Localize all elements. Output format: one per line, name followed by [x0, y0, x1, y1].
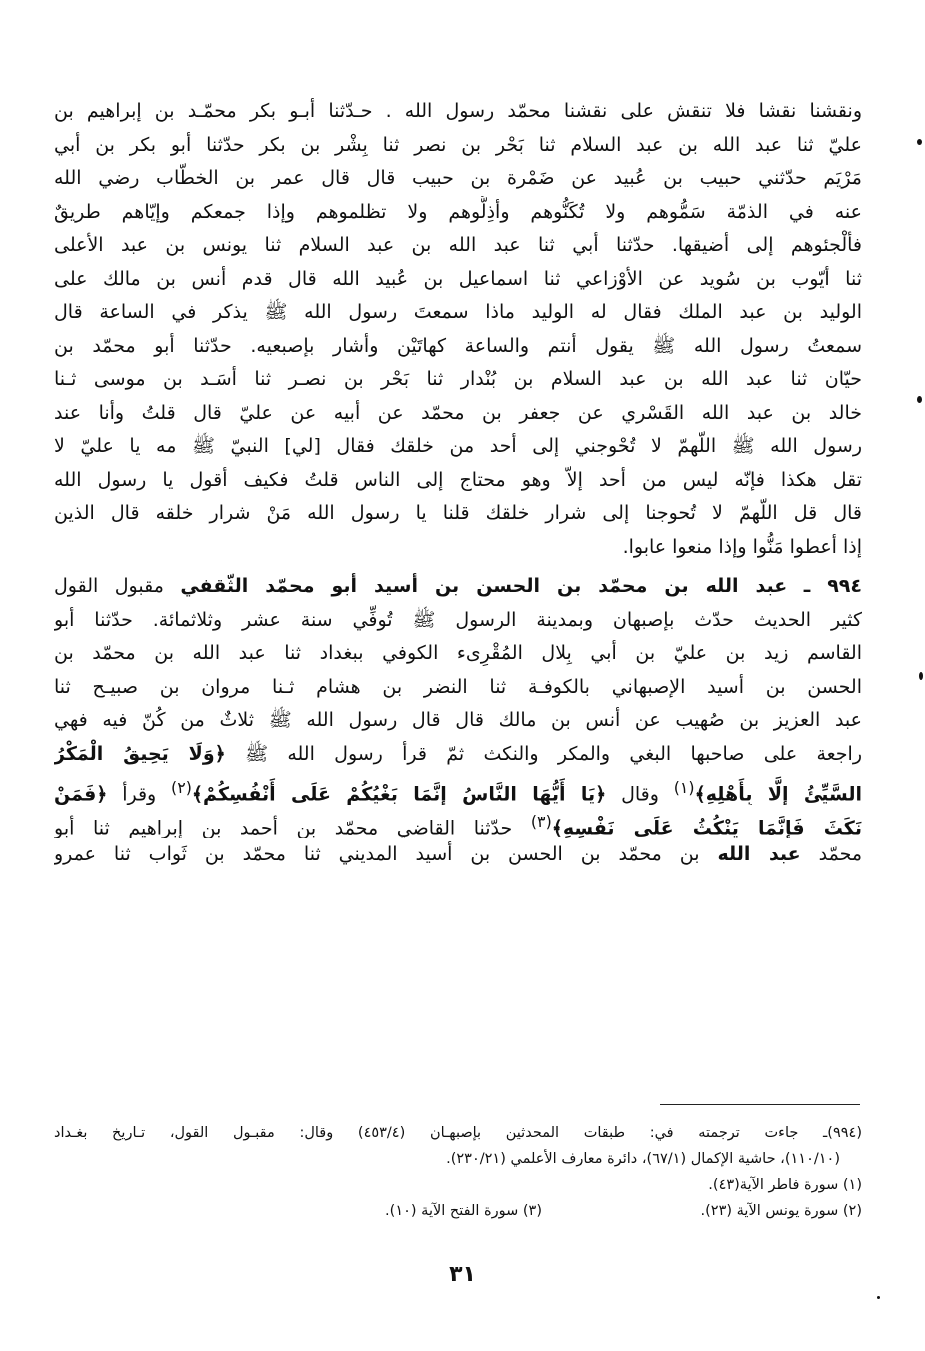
scan-speck: [877, 1296, 880, 1299]
text-line: عبد العزيز بن صُهيب عن أنس بن مالك قال قال رسول الله ﷺ ثلاثٌ من كُنّ فيه فهي: [54, 709, 862, 731]
quran-verse: ﴿فَمَنْ: [54, 783, 108, 805]
text-line: حيّان ثنا عبد الله بن عبد السلام بن بُنْدار ثنا بَحْر بن نصـر ثنا أسَـد بن موسى ثـنا: [54, 368, 862, 390]
footnote-row: [54, 1198, 862, 1224]
scan-speck: [917, 396, 922, 403]
footnote-ref: (١): [673, 778, 695, 797]
text-line: رسول الله ﷺ اللّهمّ لا تُحْوجني إلى أحد من خلقك فقال [لي] النبيّ ﷺ مه يا عليّ لا: [54, 435, 862, 457]
scan-speck: [919, 672, 923, 680]
page-number: ٣١: [449, 1262, 476, 1287]
text-line: عليّ ثنا عبد الله بن عبد السلام ثنا بَحْر بن نصر ثنا بِشْر بن بكر حدّثنا أبو بكر بن أبي: [54, 133, 862, 156]
text-line: إذا أعطوا مَنُّوا وإذا منعوا عابوا.: [622, 535, 862, 558]
text-line: [54, 805, 862, 839]
text-line: القاسم زيد بن عليّ بن أبي بِلال المُقْرِىء الكوفي ببغداد ثنا عبد الله بن محمّد بن: [54, 642, 862, 664]
text-segment: وقال: [621, 783, 659, 805]
text-line: الوليد بن عبد الملك فقال له الوليد ماذا سمعتَ رسول الله ﷺ يذكر في الساعة قال: [54, 301, 862, 323]
footnote-ref: (٣): [530, 811, 552, 831]
footnote-main: (٩٩٤)ـ جاءت ترجمته في: طبقات المحدثين بإصبهـان (٤٥٣/٤) وقال: مقبـول القول، تـاريخ بغـداد: [54, 1125, 862, 1141]
text-line: فألْجئوهم إلى أضيقها. حدّثنا أبي ثنا عبد الله بن عبد السلام ثنا يونس بن عبد الأعلى: [54, 234, 862, 256]
footnotes: [54, 1120, 862, 1224]
text-segment: بن محمّد بن الحسن بن أسيد المديني ثنا محمّد بن ثَواب ثنا عمرو: [54, 843, 700, 865]
text-line: عنه في الذمّة سَمُّوهم ولا تُكَنُّوهم وأذِلُّوهم ولا تظلموهم وإذا جمعكم وإيّاهم طريقٌ: [54, 200, 862, 223]
text-line: كثير الحديث حدّث بإصبهان وبمدينة الرسول ﷺ تُوفِّي سنة عشر وثلاثمائة. حدّثنا أبو: [54, 608, 862, 631]
text-line: [54, 771, 862, 805]
text-line: قال قل اللّهمّ لا تُحوجنا إلى شرار خلقك قلنا يا رسول الله مَنْ شرار خلقه قال الذين: [54, 502, 862, 524]
text-line: [54, 838, 862, 872]
quran-verse: نَكَثَ فَإِنَّمَا يَنْكُثُ عَلَى نَفْسِهِ﴾: [551, 816, 862, 838]
text-line: مَرْيَم حدّثني حبيب بن عُبيد عن ضَمْرة بن حبيب قال قال عمر بن الخطّاب رضي الله: [54, 167, 862, 189]
main-text: [54, 95, 862, 872]
text-line: الحسن بن أسيد الإصبهاني بالكوفـة ثنا النضر بن هشام ثـنا مروان بن صبيـح ثنا: [54, 675, 862, 698]
quran-verse: السَّيِّئُ إِلَّا بِأَهْلِهِ﴾: [694, 783, 862, 805]
text-line: ثنا أيّوب بن سُويد عن الأوْزاعي ثنا اسماعيل بن عُبيد الله قال قدم أنس بن مالك على: [54, 267, 862, 290]
entry-heading-line: [54, 570, 862, 604]
text-line: خالد بن عبد الله القَسْري عن جعفر بن محمّد عن أبيه عن عليّ قال قلتُ وأنا عند: [54, 401, 862, 424]
quran-verse: ﴿وَلَا يَحِيقُ الْمَكْرُ: [54, 742, 226, 765]
text-line: سمعتُ رسول الله ﷺ يقول أنتم والساعة كهاتَيْن وأشار بإصبعيه. حدّثنا أبو محمّد بن: [54, 334, 862, 357]
footnote-divider: [660, 1104, 860, 1105]
scan-speck: [917, 139, 922, 145]
entry-name: عبد الله بن محمّد بن الحسن بن أسيد أبو محمّد الثّقفي: [180, 575, 788, 597]
footnote-3: (٣) سورة الفتح الآية (١٠).: [385, 1203, 542, 1219]
text-segment: وقرأ: [122, 783, 157, 805]
footnote-2: (٢) سورة يونس الآية (٢٣).: [700, 1203, 862, 1219]
text-line: ونقشنا نقشا فلا تنقش على نقشنا محمّد رسول الله . حـدّثنا أبـو بكر محمّـد بن إبراهيم بن: [54, 100, 862, 122]
text-line: تقل هكذا فإنّه ليس من أحد إلاّ وهو محتاج إلى الناس قلتُ فكيف أقول يا رسول الله: [54, 468, 862, 491]
entry-number: ٩٩٤ ـ: [803, 575, 862, 597]
text-line: [54, 738, 862, 772]
entry-heading-rest: مقبول القول: [54, 575, 164, 597]
text-segment: راجعة على صاحبها البغي والمكر والنكث ثمّ قرأ رسول الله ﷺ: [245, 742, 862, 765]
text-segment-bold: عبد الله: [717, 843, 801, 865]
text-segment: حدّثنا القاضي محمّد بن أحمد بن إبراهيم ثنا أبو: [54, 816, 513, 838]
footnote-1: (١) سورة فاطر الآية(٤٣).: [708, 1177, 862, 1193]
footnote-main-cont: (١١٠/١٠)، حاشية الإكمال (٦٧/١)، دائرة معارف الأعلمي (٢٣٠/٢١).: [446, 1151, 840, 1167]
quran-verse: ﴿يَا أَيُّهَا النَّاسُ إِنَّمَا بَغْيُكُمْ عَلَى أَنْفُسِكُمْ﴾: [191, 783, 607, 805]
text-segment: محمّد: [818, 843, 862, 865]
footnote-ref: (٢): [171, 778, 192, 797]
